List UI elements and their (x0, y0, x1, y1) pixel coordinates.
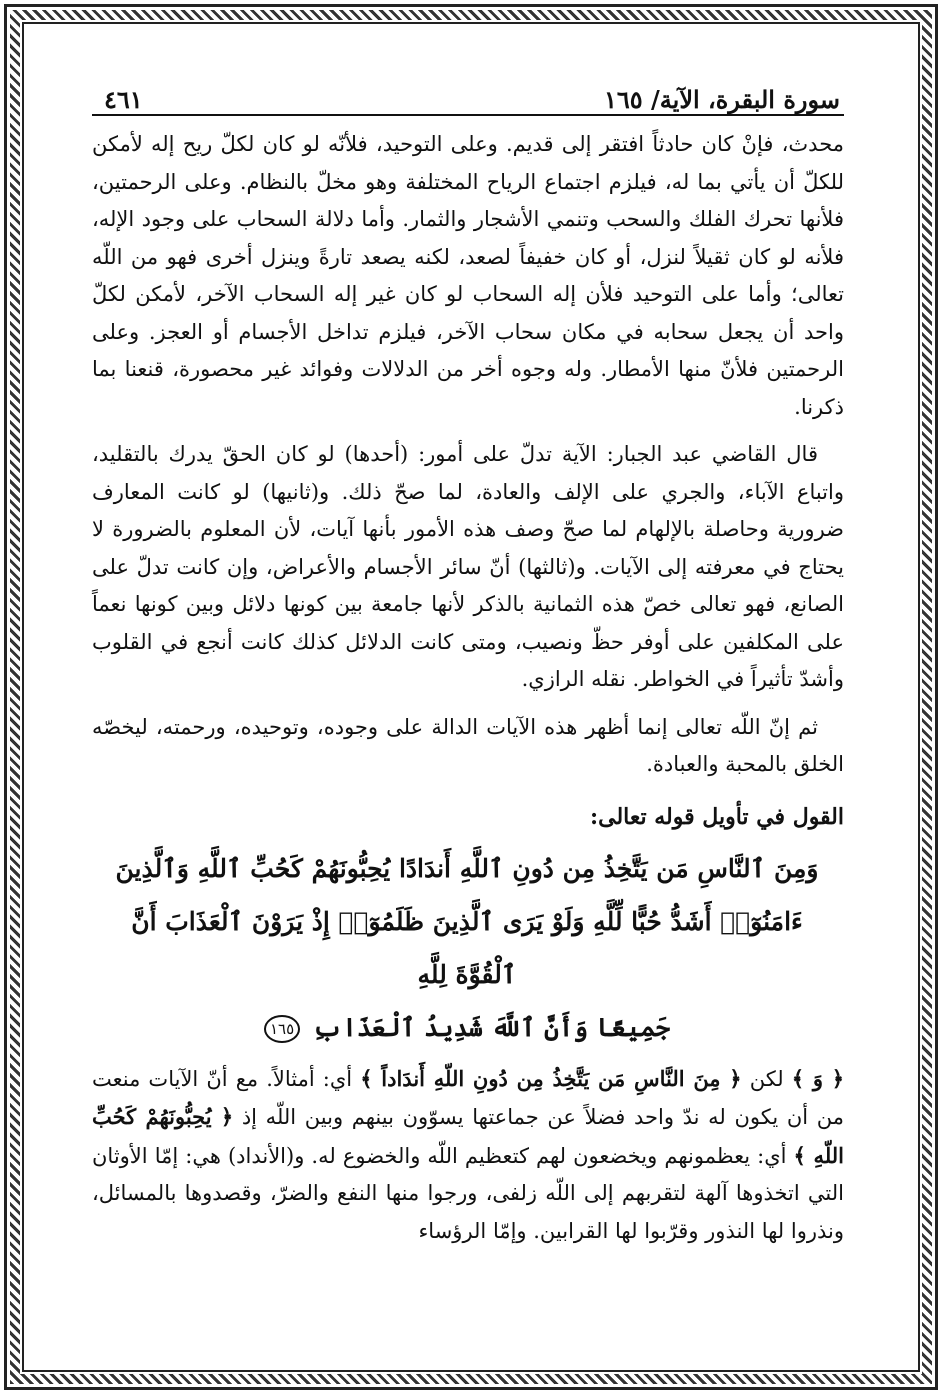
section-heading: القول في تأويل قوله تعالى: (590, 803, 844, 830)
commentary-text-2: أي: أمثالاً. مع أنّ الآيات منعت من أن يكون له ندّ واحد فضلاً عن جماعتها يسوّون بينهم وبين اللّه إذ (92, 1066, 845, 1129)
verse-line-2: ءَامَنُوٓا۟ أَشَدُّ حُبًّا لِّلَّهِ وَلَوْ يَرَى ٱلَّذِينَ ظَلَمُوٓا۟ إِذْ يَرَوْنَ ٱلْعَذَابَ أَنَّ ٱلْقُوَّةَ لِلَّهِ (131, 906, 803, 989)
ayah-number-mark: ١٦٥ (264, 1015, 300, 1043)
commentary-text-1: لكن (741, 1066, 792, 1091)
commentary-paragraph (92, 1060, 844, 1251)
commentary-text-3: أي: يعظمونهم ويخضعون لهم كتعظيم اللّه والخضوع له. و(الأنداد) هي: إمّا الأوثان التي اتخذوها آلهة لتقربهم إلى اللّه زلفى، ورجوا منها النفع والضرّ، وقصدوها بالمسائل، ونذروا لها النذور وقرّبوا لها القرابين. وإمّا الرؤساء (92, 1143, 844, 1243)
running-title: سورة البقرة، الآية/ ١٦٥ (603, 85, 840, 114)
paragraph-2: قال القاضي عبد الجبار: الآية تدلّ على أمور: (أحدها) لو كان الحقّ يدرك بالتقليد، واتباع الآباء، والجري على الإلف والعادة، لما صحّ ذلك. و(ثانيها) لو كانت المعارف ضرورية وحاصلة بالإلهام لما صحّ وصف هذه الأمور بأنها آيات، لأن المعلوم بالضرورة لا يحتاج في معرفته إلى الآيات. و(ثالثها) أنّ سائر الأجسام والأعراض، وإن كانت تدلّ على الصانع، فهو تعالى خصّ هذه الثمانية بالذكر لأنها جامعة بين كونها دلائل وبين كونها نعماً على المكلفين على أوفر حظّ ونصيب، ومتى كانت الدلائل كذلك كانت أنجع في القلوب وأشدّ تأثيراً في الخواطر. نقله الرازي. (92, 442, 844, 691)
paragraph-1: محدث، فإنْ كان حادثاً افتقر إلى قديم. وعلى التوحيد، فلأنّه لو كان لكلّ ريح إله لأمكن للكلّ أن يأتي بما له، فيلزم اجتماع الرياح المختلفة وهو مخلّ بالنظام. وعلى الرحمتين، فلأنها تحرك الفلك والسحب وتنمي الأشجار والثمار. وأما دلالة السحاب على وجود الإله، فلأنه لو كان ثقيلاً لنزل، أو كان خفيفاً لصعد، لكنه يصعد تارةً وينزل أخرى فهو من اللّه تعالى؛ وأما على التوحيد فلأن إله السحاب لو كان غير إله السحاب الآخر، لأمكن لكلّ واحد أن يجعل سحابه في مكان سحاب الآخر، فيلزم تداخل الأجسام أو العجز. وعلى الرحمتين فلأنّ منها الأمطار. وله وجوه أخر من الدلالات وفوائد غير محصورة، قنعنا بما ذكرنا. (92, 132, 844, 419)
verse-line-3 (110, 1001, 824, 1054)
quote-3: ﴿ يُحِبُّونَهُمْ كَحُبِّ اللّهِ ﴾ (92, 1104, 845, 1168)
verse-line-1: وَمِنَ ٱلنَّاسِ مَن يَتَّخِذُ مِن دُونِ ٱللَّهِ أَندَادًا يُحِبُّونَهُمْ كَحُبِّ ٱللَّهِ وَٱلَّذِينَ (115, 853, 819, 883)
page-number: ٤٦١ (104, 85, 143, 114)
quote-2: ﴿ مِنَ النَّاسِ مَن يَتَّخِذُ مِن دُونِ اللّهِ أَندَاداً ﴾ (360, 1065, 742, 1091)
verse-line-3-text: جَمِيعًا وَأَنَّ ٱللَّهَ شَدِيدُ ٱلْعَذَابِ (312, 1012, 670, 1042)
page-header (92, 56, 844, 116)
quote-1: ﴿ وَ ﴾ (791, 1065, 845, 1091)
paragraph-3: ثم إنّ اللّه تعالى إنما أظهر هذه الآيات الدالة على وجوده، وتوحيده، ورحمته، ليخصّه الخلق بالمحبة والعبادة. (92, 714, 844, 776)
book-page (92, 56, 844, 1250)
quran-verse-block (110, 842, 824, 1054)
